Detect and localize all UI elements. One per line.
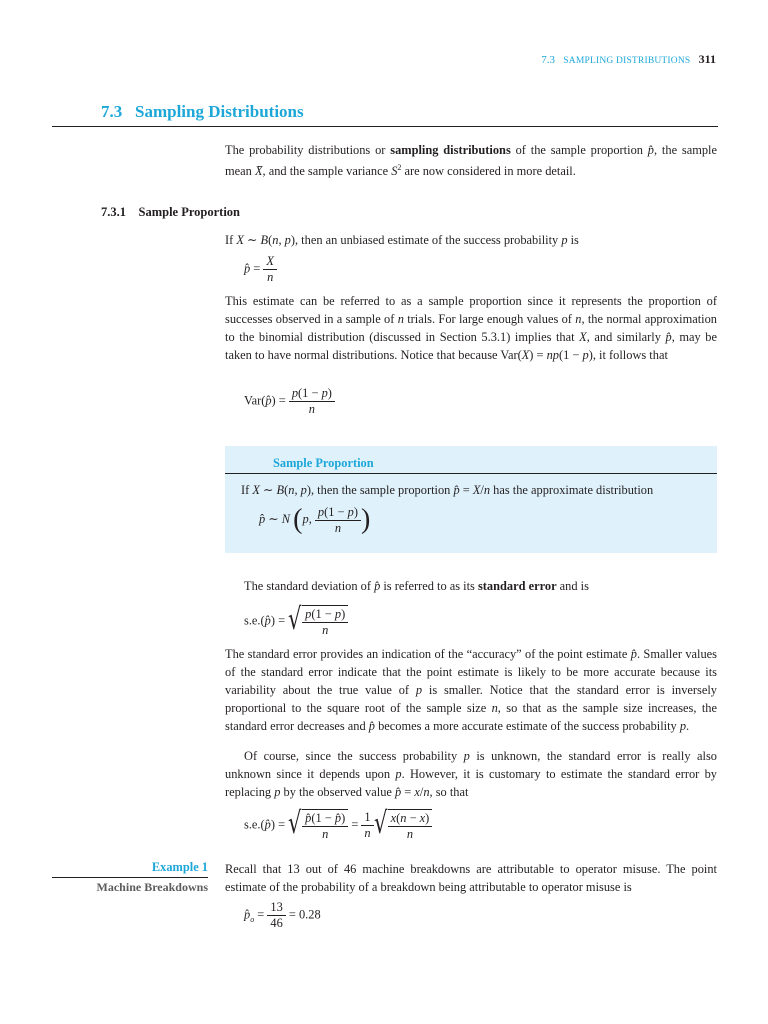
- intro-text-3: , the sample mean: [225, 143, 717, 179]
- term-standard-error: standard error: [477, 579, 557, 593]
- para5-text-3: . However, it is customary to estimate the standard error by replacing: [225, 767, 717, 799]
- para1-text-3: is: [567, 233, 579, 247]
- para5-text-1: Of course, since the success probability: [244, 749, 464, 763]
- box-text: If X ∼ B(n, p), then the sample proportion p̂ = X/n has the approximate distribution: [241, 483, 654, 497]
- para2-text-2: trials. For large enough values of: [403, 312, 576, 326]
- term-sampling-distributions: sampling distributions: [390, 143, 511, 157]
- equation-standard-error: s.e.(p̂) = √ $\frac{p(1 - p)}{n}$: [244, 605, 348, 638]
- para2-text-4: , and similarly: [586, 330, 666, 344]
- para2-text-7: , it follows that: [592, 348, 668, 362]
- example-result: 0.28: [298, 907, 321, 922]
- para4-text-5: becomes a more accurate estimate of the success probability: [375, 719, 680, 733]
- subsection-heading: [101, 205, 240, 220]
- box-text-3: has the approximate distribution: [490, 483, 654, 497]
- header-running-title: SAMPLING DISTRIBUTIONS: [563, 56, 691, 66]
- paragraph-estimated-standard-error: Of course, since the success probability p is unknown, the standard error is really also unknown since it depends upon p. However, it is customary to estimate the standard error by replacing p by the observed value p̂ = x/n, so that: [225, 749, 717, 799]
- intro-paragraph: The probability distributions or sampling distributions of the sample proportion p̂, the sample mean X̄, and the sample variance $S^2$ are now considered in more detail.: [225, 143, 717, 179]
- box-text-1: If: [241, 483, 253, 497]
- para2-text-6: ) =: [529, 348, 547, 362]
- section-number: 7.3: [101, 102, 123, 121]
- para3-text-2: is referred to as its: [380, 579, 478, 593]
- example-rule: [52, 877, 208, 878]
- para4-text-1: The standard error provides an indication of the “accuracy” of the point estimate: [225, 647, 631, 661]
- box-rule: [225, 473, 717, 474]
- paragraph-sample-proportion: This estimate can be referred to as a sample proportion since it represents the proportion of successes observed in a sample of n trials. For large enough values of n, the normal approximation to the binomial distribution (discussed in Section 5.3.1) implies that X, and similarly p̂, may be taken to have normal distributions. Notice that because Var(X) = np(1 − p), it follows that: [225, 294, 717, 362]
- example-paragraph: Recall that 13 out of 46 machine breakdowns are attributable to operator misuse. The point estimate of the probability of a breakdown being attributable to operator misuse is: [225, 862, 717, 894]
- intro-text-4: , and the sample variance: [262, 164, 392, 179]
- para4-text-3: is smaller. Notice that the standard error is inversely proportional to the square root of the sample size: [225, 683, 717, 715]
- equation-variance: Var(p̂) = $\frac{p(1 - p)}{n}$: [244, 386, 335, 417]
- section-title: Sampling Distributions: [135, 102, 304, 121]
- paragraph-unbiased-estimate: If X ∼ B(n, p), then an unbiased estimate of the success probability p is: [225, 233, 579, 247]
- subsection-number: 7.3.1: [101, 205, 126, 219]
- running-header: [541, 52, 716, 67]
- example-denominator: 46: [270, 916, 283, 930]
- equation-example-estimate: $p̂_o$ = $\frac{13}{46}$ = 0.28: [244, 900, 321, 930]
- para2-text-3: , the normal approximation to the binomial distribution (discussed in Section 5.3.1) implies that: [225, 312, 717, 344]
- paragraph-standard-error: The standard error provides an indication of the “accuracy” of the point estimate p̂. Smaller values of the standard error indicate that the point estimate is likely to be more accurate because its variability about the true value of p is smaller. Notice that the standard error is inversely proportional to the square root of the sample size n, so that as the sample size increases, the standard error decreases and p̂ becomes a more accurate estimate of the success probability p.: [225, 647, 717, 733]
- subsection-title: Sample Proportion: [138, 205, 241, 219]
- para5-text-5: , so that: [429, 785, 469, 799]
- intro-text-2: of the sample proportion: [510, 143, 648, 157]
- para1-text-2: , then an unbiased estimate of the success probability: [294, 233, 562, 247]
- equation-estimated-standard-error: s.e.(p̂) = √ $\frac{p̂(1 - p̂)}{n}$ = $\frac{1}{n}$ √ $\frac{x(n - x)}{n}$: [244, 809, 432, 842]
- para3-text-3: and is: [556, 579, 589, 593]
- para5-text-2: is unknown, the standard error is really also unknown since it depends upon: [225, 749, 717, 781]
- para5-text-4: by the observed value: [280, 785, 395, 799]
- box-equation: p̂ ∼ N (p, $\frac{p(1 - p)}{n}$ ): [259, 504, 371, 535]
- section-rule: [52, 126, 718, 127]
- para4-text-4: , so that as the sample size increases, the standard error decreases and: [225, 701, 717, 733]
- para2-text-1: This estimate can be referred to as a sample proportion since it represents the proportion of successes observed in a sample of: [225, 294, 717, 326]
- page-number: 311: [698, 52, 716, 66]
- para2-text-5: , may be taken to have normal distributions. Notice that because Var(: [225, 330, 717, 362]
- example-label: Example 1: [151, 860, 208, 874]
- para3-text-1: The standard deviation of: [244, 579, 375, 593]
- paragraph-standard-deviation: The standard deviation of p̂ is referred to as its standard error and is: [244, 579, 589, 593]
- example-numerator: 13: [267, 900, 285, 916]
- section-heading: [101, 102, 304, 122]
- para1-text-1: If: [225, 233, 237, 247]
- para4-text-6: .: [686, 719, 690, 733]
- box-text-2: , then the sample proportion: [310, 483, 454, 497]
- sample-proportion-box: [225, 446, 717, 553]
- example-title: Machine Breakdowns: [96, 880, 208, 894]
- equation-p-hat: p̂ = $\frac{X}{n}$: [244, 254, 277, 285]
- intro-text-5: are now considered in more detail.: [401, 164, 576, 179]
- intro-text-1: The probability distributions or: [225, 143, 391, 157]
- header-section-number: 7.3: [541, 54, 556, 66]
- box-title: Sample Proportion: [273, 456, 374, 470]
- para4-text-2: . Smaller values of the standard error indicate that the point estimate is likely to be more accurate because its variability about the true value of: [225, 647, 717, 697]
